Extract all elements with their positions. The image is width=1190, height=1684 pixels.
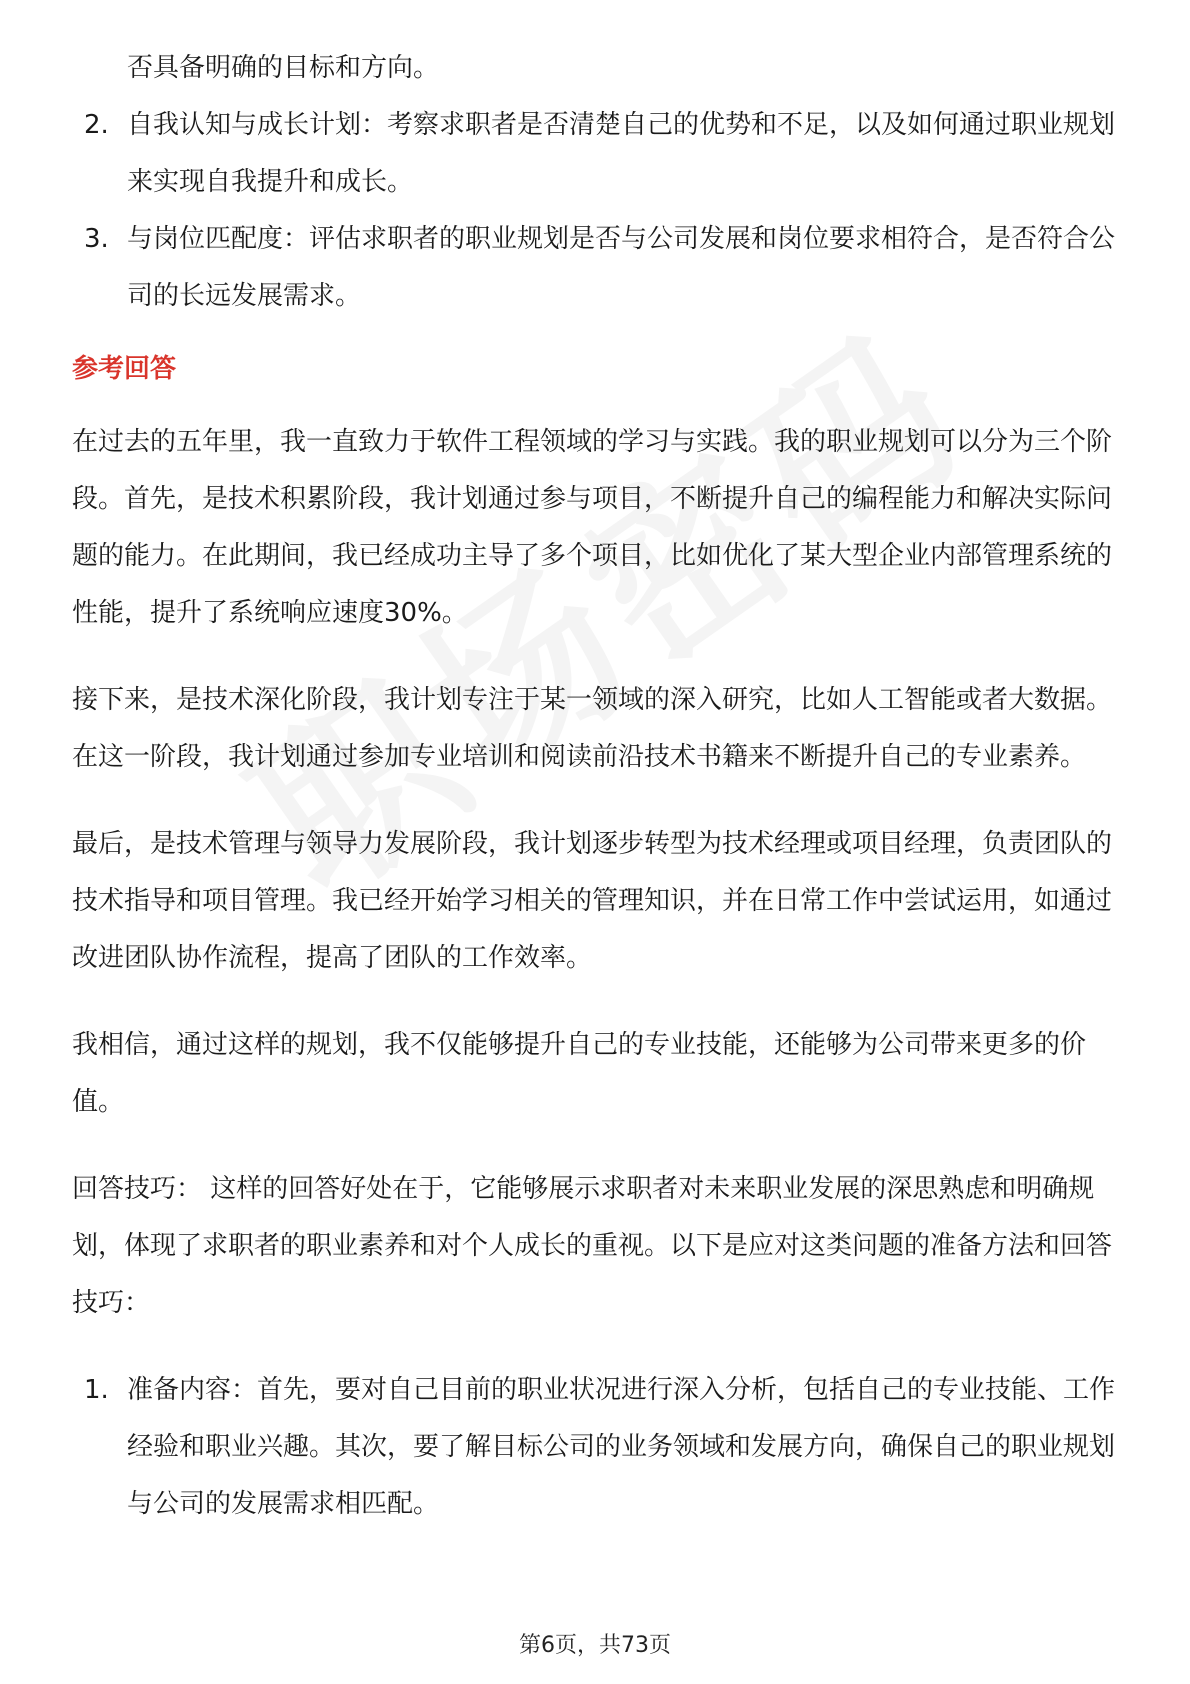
page-footer: 第6页，共73页 [519, 1633, 671, 1658]
list-number: 3. [84, 224, 109, 254]
answer-tips: 回答技巧： 这样的回答好处在于，它能够展示求职者对未来职业发展的深思熟虑和明确规划，体现了求职者的职业素养和对个人成长的重视。以下是应对这类问题的准备方法和回答技巧： [72, 1174, 1113, 1318]
paragraph: 最后，是技术管理与领导力发展阶段，我计划逐步转型为技术经理或项目经理，负责团队的技术指导和项目管理。我已经开始学习相关的管理知识，并在日常工作中尝试运用，如通过改进团队协作流程，提高了团队的工作效率。 [72, 829, 1113, 973]
list-item [72, 1362, 1122, 1533]
document-body [72, 40, 1122, 1533]
list-item [72, 211, 1122, 325]
list-item-text: 与岗位匹配度：评估求职者的职业规划是否与公司发展和岗位要求相符合，是否符合公司的长远发展需求。 [127, 224, 1116, 311]
paragraph: 在过去的五年里，我一直致力于软件工程领域的学习与实践。我的职业规划可以分为三个阶段。首先，是技术积累阶段，我计划通过参与项目，不断提升自己的编程能力和解决实际问题的能力。在此期间，我已经成功主导了多个项目，比如优化了某大型企业内部管理系统的性能，提升了系统响应速度30%。 [72, 427, 1113, 628]
paragraph: 接下来，是技术深化阶段，我计划专注于某一领域的深入研究，比如人工智能或者大数据。在这一阶段，我计划通过参加专业培训和阅读前沿技术书籍来不断提升自己的专业素养。 [72, 685, 1113, 772]
list-item [72, 97, 1122, 211]
list-item-continuation: 否具备明确的目标和方向。 [127, 53, 440, 83]
list-number: 1. [84, 1375, 109, 1405]
paragraph: 我相信，通过这样的规划，我不仅能够提升自己的专业技能，还能够为公司带来更多的价值。 [72, 1030, 1087, 1117]
list-number: 2. [84, 110, 109, 140]
list-item-text: 准备内容：首先，要对自己目前的职业状况进行深入分析，包括自己的专业技能、工作经验和职业兴趣。其次，要了解目标公司的业务领域和发展方向，确保自己的职业规划与公司的发展需求相匹配。 [127, 1375, 1116, 1519]
section-heading: 参考回答 [72, 354, 177, 384]
list-item-text: 自我认知与成长计划：考察求职者是否清楚自己的优势和不足，以及如何通过职业规划来实现自我提升和成长。 [127, 110, 1116, 197]
